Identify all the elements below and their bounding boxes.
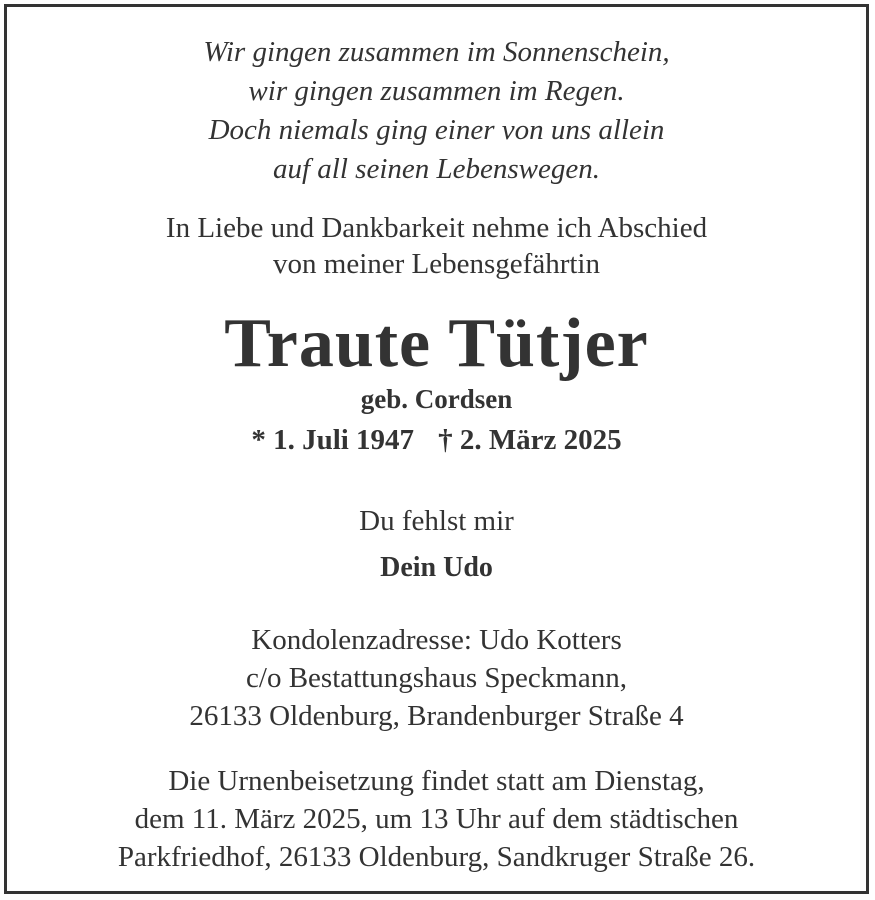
poem-line: auf all seinen Lebenswegen.	[272, 153, 600, 185]
obituary-notice	[4, 4, 869, 894]
personal-message: Du fehlst mir	[359, 505, 514, 537]
signature: Dein Udo	[380, 552, 493, 583]
poem-line: Wir gingen zusammen im Sonnenschein,	[203, 36, 670, 68]
life-dates	[7, 421, 866, 459]
funeral-line: dem 11. März 2025, um 13 Uhr auf dem städtischen	[134, 803, 739, 835]
intro-line: von meiner Lebensgefährtin	[273, 248, 600, 280]
poem-line: wir gingen zusammen im Regen.	[248, 75, 625, 107]
maiden-name: geb. Cordsen	[360, 384, 513, 414]
address-line: Kondolenzadresse: Udo Kotters	[251, 624, 622, 656]
birth-date: * 1. Juli 1947	[251, 424, 415, 456]
intro-line: In Liebe und Dankbarkeit nehme ich Abschied	[165, 212, 708, 244]
death-date: † 2. März 2025	[438, 424, 622, 456]
condolence-address	[7, 621, 866, 735]
deceased-name: Traute Tütjer	[224, 305, 649, 382]
funeral-line: Parkfriedhof, 26133 Oldenburg, Sandkruger Straße 26.	[117, 841, 756, 873]
address-line: c/o Bestattungshaus Speckmann,	[246, 662, 627, 694]
funeral-details	[7, 762, 866, 876]
address-line: 26133 Oldenburg, Brandenburger Straße 4	[189, 700, 684, 732]
farewell-intro	[7, 210, 866, 282]
poem	[7, 33, 866, 189]
poem-line: Doch niemals ging einer von uns allein	[208, 114, 665, 146]
funeral-line: Die Urnenbeisetzung findet statt am Dienstag,	[168, 765, 705, 797]
